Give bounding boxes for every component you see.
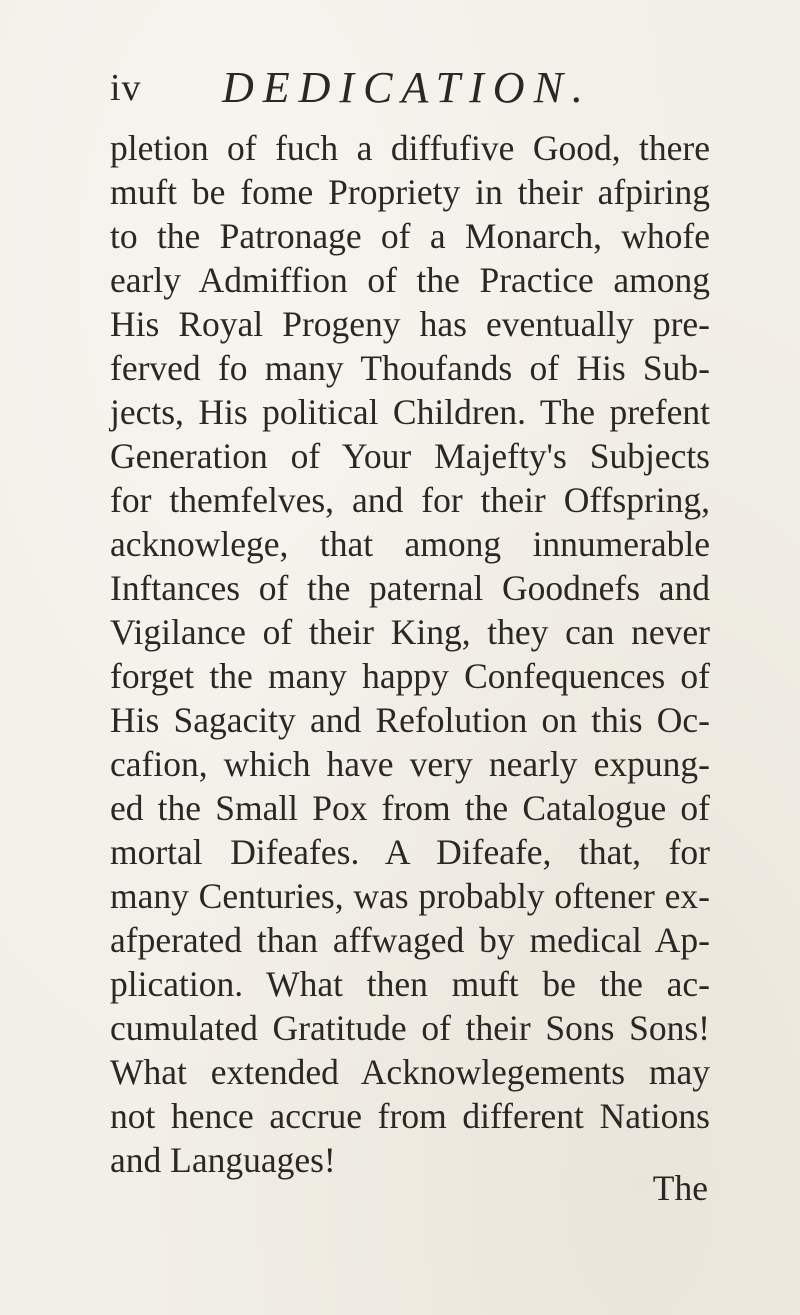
catchword: The (652, 1168, 708, 1208)
text-line: many Centuries, was probably oftener ex- (110, 876, 710, 916)
text-line: not hence accrue from different Nations (110, 1096, 710, 1136)
text-line: mortal Difeafes. A Difeafe, that, for (110, 832, 710, 872)
text-line: His Sagacity and Refolution on this Oc- (110, 700, 710, 740)
text-line: jects, His political Children. The prefent (110, 392, 710, 432)
text-line: cumulated Gratitude of their Sons Sons! (110, 1008, 710, 1048)
text-line: afperated than affwaged by medical Ap- (110, 920, 710, 960)
text-line: pletion of fuch a diffufive Good, there (110, 128, 710, 168)
text-line: ferved fo many Thoufands of His Sub- (110, 348, 710, 388)
text-line: to the Patronage of a Monarch, whofe (110, 216, 710, 256)
text-line: Vigilance of their King, they can never (110, 612, 710, 652)
text-line: ed the Small Pox from the Catalogue of (110, 788, 710, 828)
text-line: early Admiffion of the Practice among (110, 260, 710, 300)
text-line: Generation of Your Majefty's Subjects (110, 436, 710, 476)
text-line: acknowlege, that among innumerable (110, 524, 710, 564)
text-line: His Royal Progeny has eventually pre- (110, 304, 710, 344)
page-number: iv (110, 67, 142, 109)
page-header (110, 58, 710, 118)
running-title: DEDICATION. (222, 63, 592, 112)
text-line: forget the many happy Confequences of (110, 656, 710, 696)
text-line: for themfelves, and for their Offspring, (110, 480, 710, 520)
text-line: cafion, which have very nearly expung- (110, 744, 710, 784)
text-line: and Languages! (110, 1140, 336, 1180)
text-line: What extended Acknowlegements may (110, 1052, 710, 1092)
text-line: Inftances of the paternal Goodnefs and (110, 568, 710, 608)
text-line: muft be fome Propriety in their afpiring (110, 172, 710, 212)
dedication-text (110, 126, 710, 1182)
text-line: plication. What then muft be the ac- (110, 964, 710, 1004)
